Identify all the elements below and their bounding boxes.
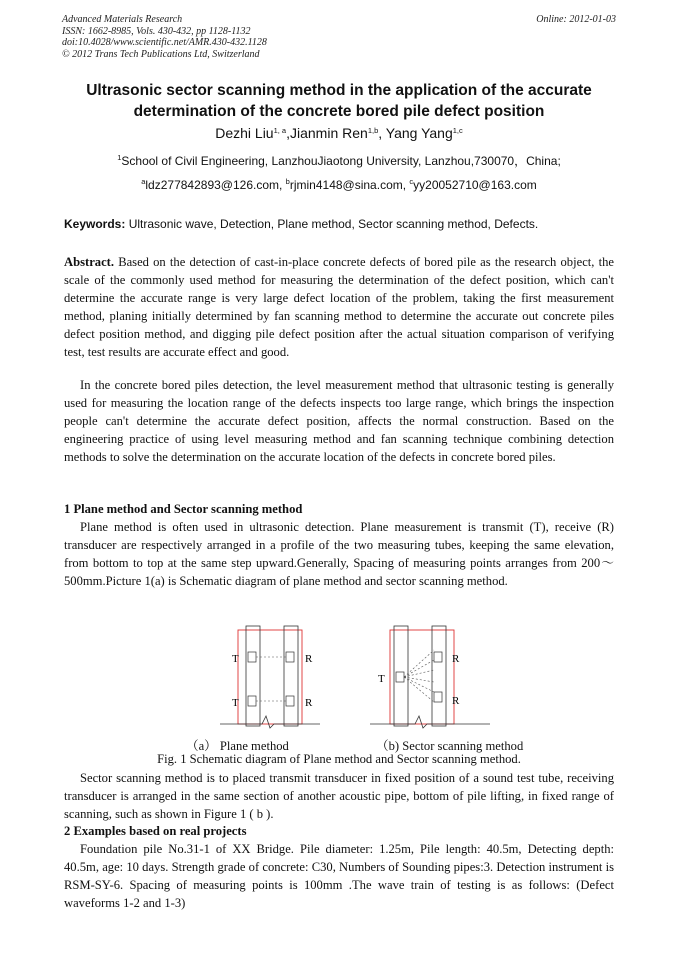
label-t: T — [378, 673, 385, 685]
email-address: ldz277842893@126.com, — [145, 178, 286, 192]
author-name: Dezhi Liu — [215, 125, 274, 141]
section-2-paragraph: Foundation pile No.31-1 of XX Bridge. Pile diameter: 1.25m, Pile length: 40.5m, Detecting depth: 40.5m, age: 10 days. Strength grade of concrete: C30, Numbers of Sounding pipes:3. Detection instrument is RSM-SY-6. Spacing of measuring points is 100mm .The wave train of testing is as follows: (Defect waveforms 1-2 and 1-3) — [64, 842, 614, 910]
journal-header — [62, 14, 267, 60]
affiliation-text: School of Civil Engineering, LanzhouJiaotong University, Lanzhou,730070，China; — [121, 154, 561, 168]
transducer-r2 — [286, 696, 294, 706]
author-sup: 1,b — [367, 126, 379, 135]
transducer-r-top — [434, 652, 442, 662]
author-sup: 1,c — [452, 126, 463, 135]
abstract — [64, 254, 614, 361]
sound-tube-a-right — [284, 626, 298, 726]
figure-caption: Fig. 1 Schematic diagram of Plane method and Sector scanning method. — [157, 752, 521, 766]
label-r: R — [452, 653, 460, 665]
title-line-1: Ultrasonic sector scanning method in the application of the accurate — [86, 82, 592, 99]
email-sup: b — [285, 177, 290, 186]
scan-ray — [404, 670, 434, 677]
email-address: yy20052710@163.com — [413, 178, 537, 192]
email-sup: c — [409, 177, 414, 186]
online-date: Online: 2012-01-03 — [536, 14, 616, 25]
pile-outline-a — [238, 630, 302, 724]
pile-outline-b — [390, 630, 454, 724]
keywords — [64, 217, 538, 231]
title-line-2: determination of the concrete bored pile defect position — [133, 103, 545, 120]
affiliation-sup: 1 — [117, 153, 122, 162]
figure-label-b: （b) Sector scanning method — [376, 739, 524, 753]
sector-scanning-diagram — [370, 626, 490, 728]
figure-1-diagram — [210, 620, 500, 730]
plane-method-diagram — [220, 626, 320, 728]
author-name: Jianmin Ren — [290, 125, 368, 141]
scan-ray — [404, 660, 434, 677]
transducer-t2 — [248, 696, 256, 706]
author-list — [40, 125, 638, 141]
transducer-t-fixed — [396, 672, 404, 682]
email-sup: a — [141, 177, 146, 186]
copyright-line: © 2012 Trans Tech Publications Ltd, Switzerland — [62, 48, 260, 60]
break-line-b — [370, 716, 490, 728]
keywords-label: Keywords: — [64, 217, 126, 231]
scan-ray — [404, 650, 434, 677]
abstract-label: Abstract. — [64, 255, 115, 269]
issn-line: ISSN: 1662-8985, Vols. 430-432, pp 1128-1132 — [62, 25, 251, 37]
author-sep: , — [286, 125, 290, 141]
transducer-r1 — [286, 652, 294, 662]
sound-tube-a-left — [246, 626, 260, 726]
abstract-text: Based on the detection of cast-in-place concrete defects of bored pile as the research object, the scale of the commonly used method for measuring the determination of the defect position, which can't determine the accurate range is very large defect location of the problem, taking the first measurement method, planing initially determined by fan scanning method to determine the accurate out concrete piles defect position method, and digging pile defect position after the actual situation comparison of verifying test, test results are accurate effect and good. — [64, 255, 614, 359]
keywords-text: Ultrasonic wave, Detection, Plane method, Sector scanning method, Defects. — [125, 217, 539, 231]
doi-line: doi:10.4028/www.scientific.net/AMR.430-432.1128 — [62, 37, 267, 48]
journal-name: Advanced Materials Research — [62, 14, 183, 25]
paper-title — [40, 80, 638, 122]
label-r: R — [452, 695, 460, 707]
transducer-r-bottom — [434, 692, 442, 702]
figure-label-a: （a） Plane method — [186, 739, 289, 753]
affiliation — [40, 152, 638, 169]
intro-paragraph: In the concrete bored piles detection, the level measurement method that ultrasonic testing is generally used for measuring the location range of the defects inspects too large range, which brings the inspection people can't determine the accurate defect position, affects the normal construction. Based on the engineering practice of using level measuring method and fan scanning technique combining detection methods to solve the determination on the accurate location of the defects in concrete bored piles. — [64, 378, 614, 464]
sector-paragraph: Sector scanning method is to placed transmit transducer in fixed position of a sound test tube, receiving transducer is arranged in the same section of another acoustic pipe, bottom of pile lifting, in fixed range of scanning, such as shown in Figure 1 ( b ). — [64, 771, 614, 821]
author-sup: 1, a — [273, 126, 287, 135]
break-line-a — [220, 716, 320, 728]
email-address: rjmin4148@sina.com, — [289, 178, 410, 192]
author-sep: , — [378, 125, 386, 141]
label-r: R — [305, 653, 313, 665]
transducer-t1 — [248, 652, 256, 662]
sound-tube-b-right — [432, 626, 446, 726]
section-1-paragraph: Plane method is often used in ultrasonic detection. Plane measurement is transmit (T), receive (R) transducer are respectively arranged in a profile of the two measuring tubes, keeping the same elevation, from bottom to top at the same step upward.Generally, Spacing of measuring points arranges from 200～500mm.Picture 1(a) is Schematic diagram of plane method and sector scanning method. — [64, 520, 614, 588]
scan-ray — [404, 677, 434, 692]
email-list — [40, 178, 638, 192]
label-t: T — [232, 697, 239, 709]
label-t: T — [232, 653, 239, 665]
section-1-heading: 1 Plane method and Sector scanning method — [64, 502, 303, 516]
label-r: R — [305, 697, 313, 709]
section-2-heading: 2 Examples based on real projects — [64, 824, 247, 838]
author-name: Yang Yang — [385, 125, 453, 141]
